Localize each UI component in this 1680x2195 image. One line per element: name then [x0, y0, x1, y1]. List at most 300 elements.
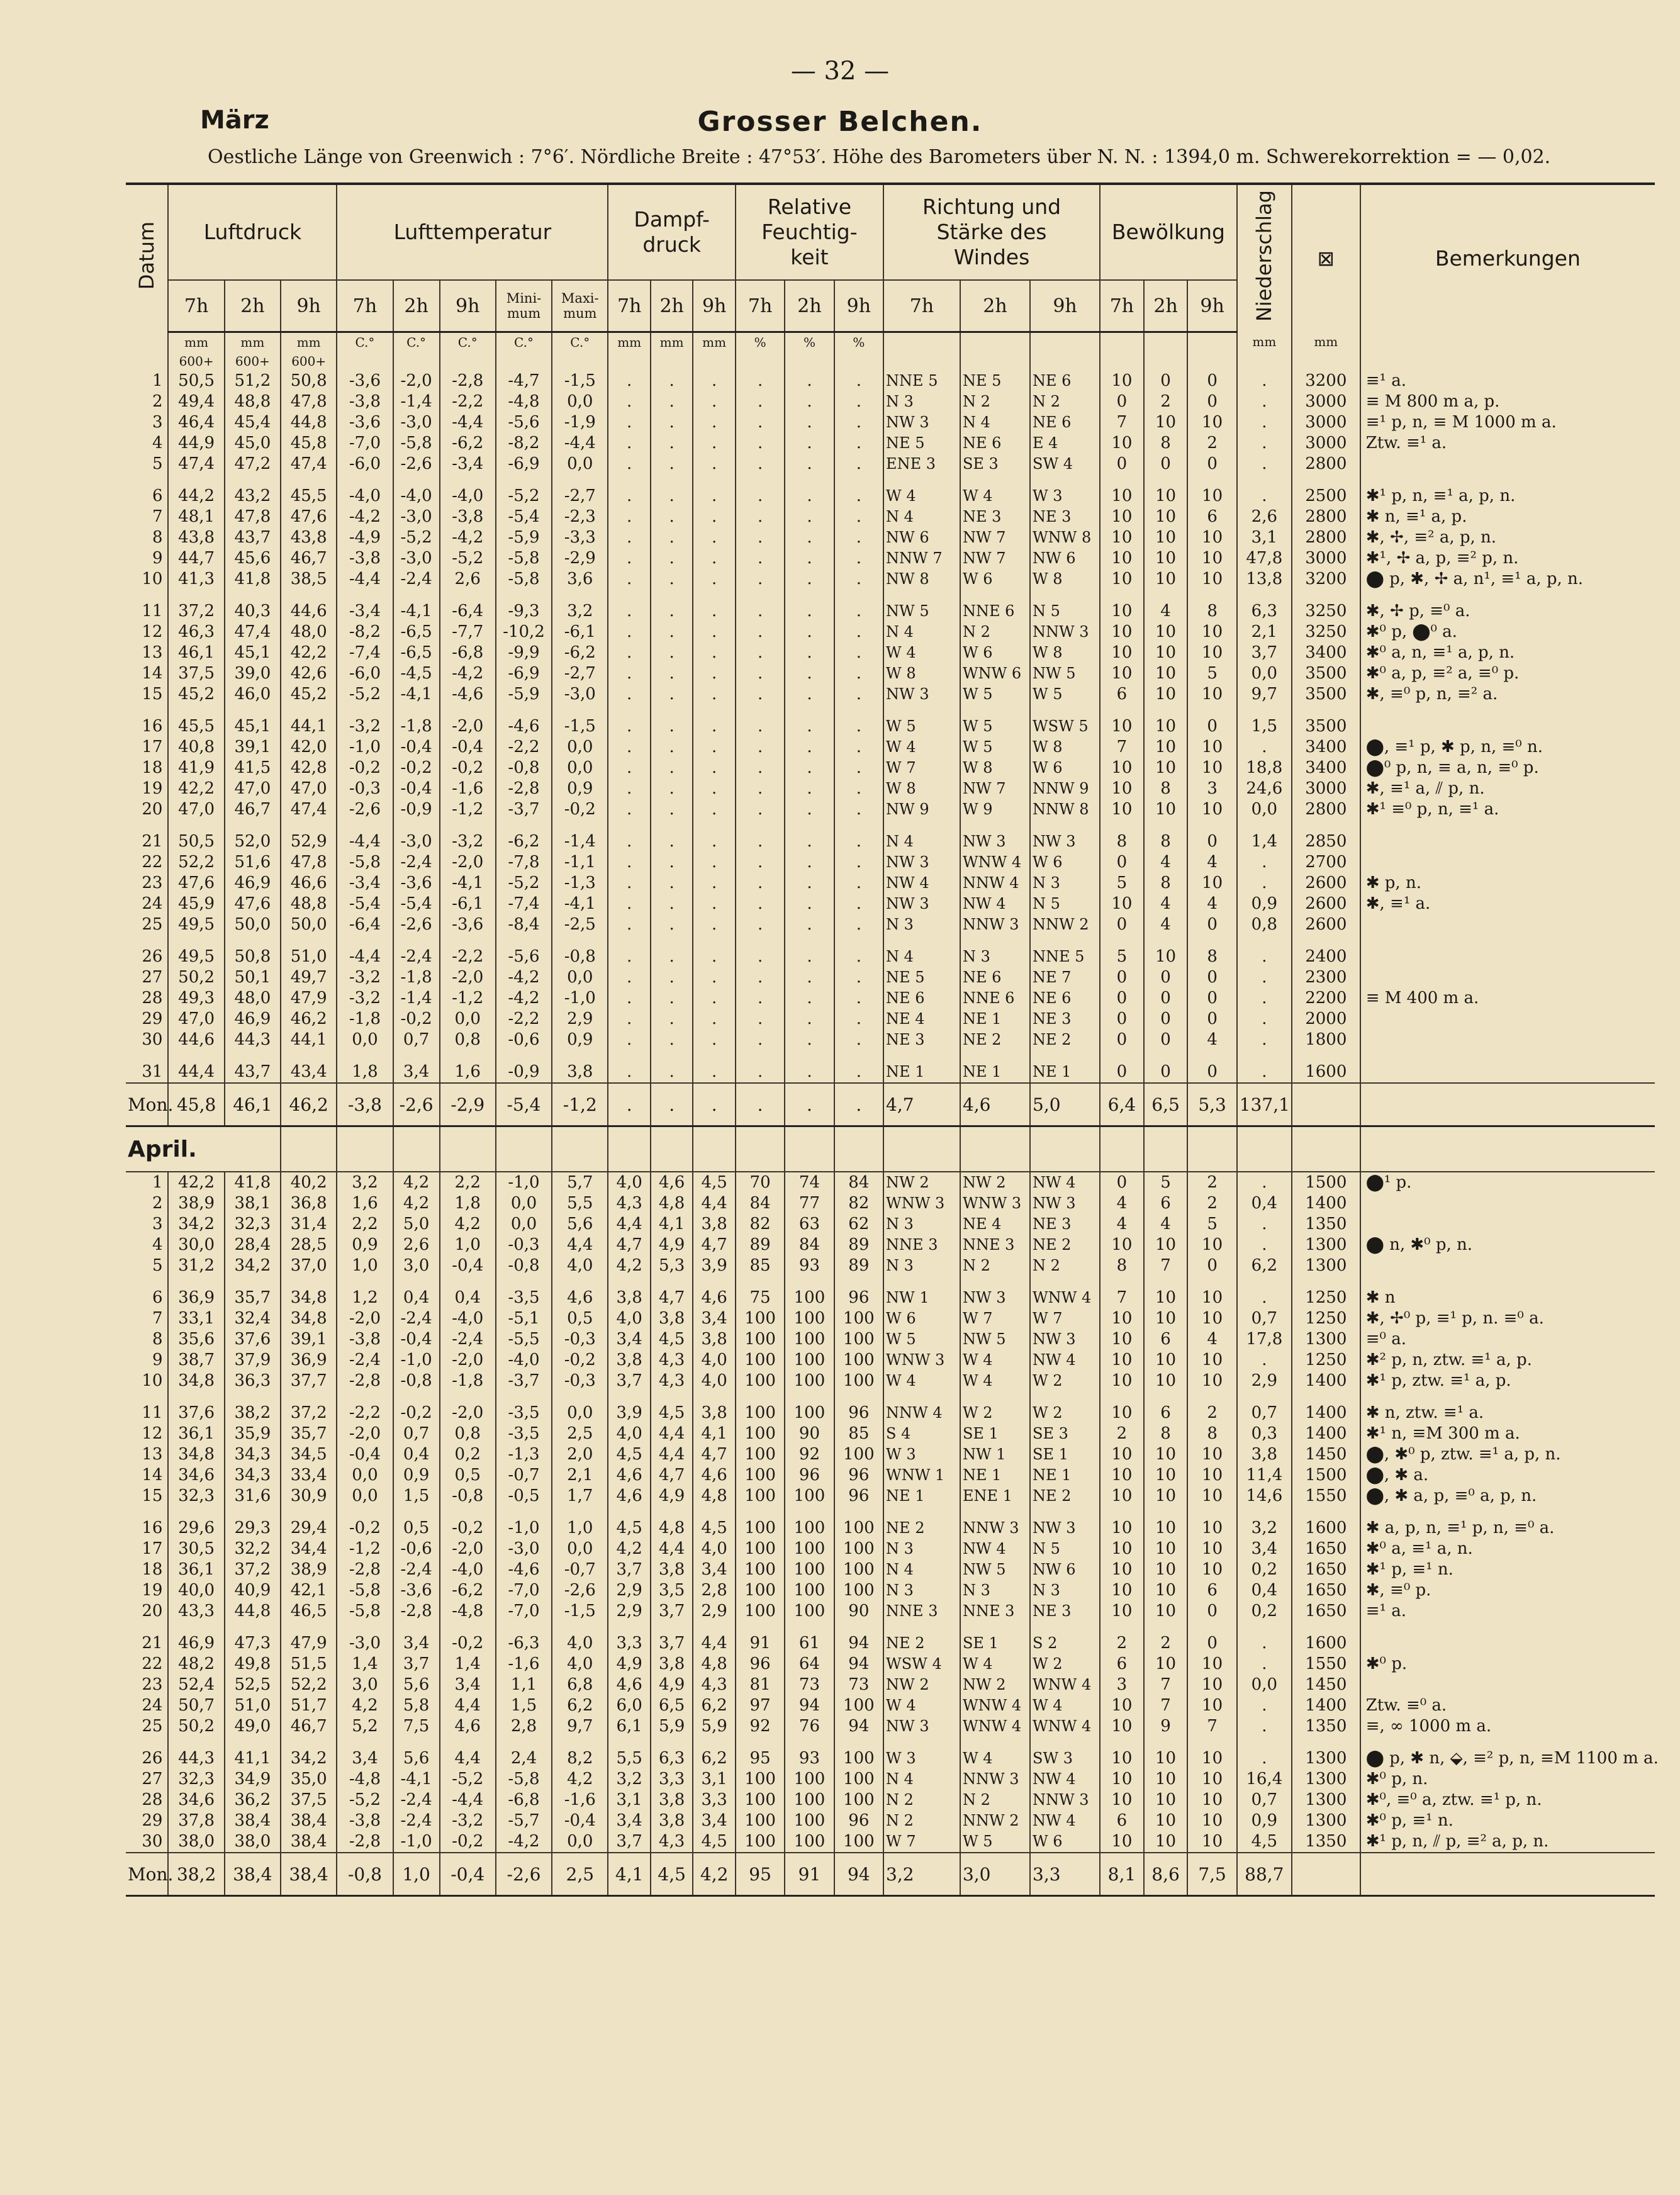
- table-cell: -0,2: [337, 1518, 393, 1539]
- table-cell: [552, 352, 608, 371]
- table-cell: 0,5: [552, 1308, 608, 1329]
- table-cell: 10: [1100, 433, 1144, 454]
- table-cell: [440, 474, 496, 486]
- table-cell: 48,8: [281, 894, 337, 914]
- table-cell: NNE 3: [883, 1601, 960, 1622]
- table-cell: 4: [1187, 1329, 1236, 1350]
- table-cell: 47,9: [281, 988, 337, 1009]
- table-cell: .: [1237, 1030, 1292, 1050]
- table-cell: NW 3: [960, 831, 1030, 852]
- table-cell: NW 3: [1030, 1518, 1100, 1539]
- table-cell: 19: [126, 1580, 168, 1601]
- table-cell: 3,7: [651, 1633, 693, 1654]
- table-cell: -4,0: [393, 486, 440, 507]
- table-cell: N 4: [883, 946, 960, 967]
- table-cell: -3,5: [496, 1423, 552, 1444]
- table-cell: W 4: [883, 1371, 960, 1391]
- table-cell: N 4: [883, 507, 960, 527]
- table-cell: .: [785, 371, 834, 391]
- table-cell: 37,5: [281, 1790, 337, 1810]
- table-cell: ✱⁰ p, ⬤⁰ a.: [1365, 622, 1457, 641]
- table-cell: 38,4: [281, 1810, 337, 1831]
- table-cell: 100: [785, 1559, 834, 1580]
- table-cell: [1360, 1214, 1655, 1235]
- table-cell: [393, 474, 440, 486]
- table-cell: 8: [1100, 1255, 1144, 1276]
- table-cell: -3,2: [440, 831, 496, 852]
- table-cell: 97: [736, 1695, 785, 1716]
- table-cell: .: [736, 486, 785, 507]
- table-cell: 8: [126, 1329, 168, 1350]
- table-cell: 96: [834, 1288, 883, 1308]
- table-cell: 3,4: [608, 1329, 650, 1350]
- table-cell: -2,2: [496, 1009, 552, 1030]
- table-cell: N 3: [960, 1580, 1030, 1601]
- table-cell: -7,7: [440, 622, 496, 643]
- table-cell: -5,4: [496, 507, 552, 527]
- table-cell: [281, 474, 337, 486]
- table-cell: -1,0: [496, 1518, 552, 1539]
- table-cell: 4,6: [960, 1083, 1030, 1126]
- table-cell: [281, 590, 337, 601]
- table-row: [126, 914, 1655, 935]
- table-cell: 7,5: [393, 1716, 440, 1737]
- table-cell: .: [834, 663, 883, 684]
- table-cell: -2,6: [393, 1083, 440, 1126]
- table-cell: .: [785, 601, 834, 622]
- table-cell: -2,4: [393, 1810, 440, 1831]
- table-cell: [883, 1622, 960, 1633]
- table-cell: 35,9: [225, 1423, 281, 1444]
- table-cell: 29,4: [281, 1518, 337, 1539]
- table-cell: WNW 3: [883, 1350, 960, 1371]
- table-cell: 25: [126, 914, 168, 935]
- table-cell: .: [608, 643, 650, 663]
- table-cell: .: [693, 412, 736, 433]
- table-cell: 1,5: [1237, 716, 1292, 737]
- table-cell: 89: [834, 1235, 883, 1255]
- table-cell: .: [736, 988, 785, 1009]
- table-cell: 22: [126, 1654, 168, 1675]
- table-cell: [608, 1126, 650, 1172]
- table-cell: 50,1: [225, 967, 281, 988]
- table-cell: 4,5: [651, 1329, 693, 1350]
- table-cell: W 8: [883, 663, 960, 684]
- table-cell: [785, 352, 834, 371]
- table-cell: -0,4: [440, 1255, 496, 1276]
- table-cell: 50,8: [281, 371, 337, 391]
- table-cell: NW 3: [883, 894, 960, 914]
- table-cell: -2,9: [440, 1083, 496, 1126]
- table-cell: 29,6: [168, 1518, 224, 1539]
- table-cell: NE 5: [883, 967, 960, 988]
- table-row: [126, 1235, 1655, 1255]
- table-cell: 4,9: [651, 1486, 693, 1507]
- table-cell: W 7: [883, 758, 960, 778]
- table-cell: 3,9: [693, 1255, 736, 1276]
- table-cell: [1360, 590, 1655, 601]
- table-cell: -2,0: [440, 967, 496, 988]
- header-2h: 2h: [785, 280, 834, 332]
- table-cell: 3500: [1292, 684, 1360, 705]
- table-cell: 50,0: [225, 914, 281, 935]
- table-cell: 7: [1144, 1675, 1188, 1695]
- table-cell: [1100, 820, 1144, 831]
- table-cell: 52,2: [168, 852, 224, 873]
- table-cell: 23: [126, 1675, 168, 1695]
- table-cell: 44,3: [225, 1030, 281, 1050]
- table-cell: 31: [126, 1062, 168, 1083]
- table-cell: 94: [834, 1654, 883, 1675]
- table-cell: -6,9: [496, 454, 552, 474]
- header-dampfdruck: Dampf-druck: [608, 184, 735, 280]
- station-coordinates: Oestliche Länge von Greenwich : 7°6′. Nördliche Breite : 47°53′. Höhe des Barometers über N. N. : 1394,0 m. Schwerekorrektion = — 0,02.: [208, 146, 1551, 168]
- table-cell: 100: [785, 1810, 834, 1831]
- table-cell: [225, 590, 281, 601]
- table-cell: [736, 590, 785, 601]
- header-bemerkungen: Bemerkungen: [1360, 184, 1655, 332]
- table-cell: [440, 1391, 496, 1403]
- table-cell: [1144, 1507, 1188, 1518]
- table-cell: 48,8: [225, 391, 281, 412]
- table-cell: 10: [1144, 548, 1188, 569]
- table-cell: -2,7: [552, 663, 608, 684]
- table-cell: [1292, 705, 1360, 716]
- table-cell: ✱⁰ p, ≡¹ n.: [1365, 1811, 1453, 1830]
- table-cell: [281, 1050, 337, 1062]
- table-cell: 10: [1100, 1769, 1144, 1790]
- table-cell: [496, 590, 552, 601]
- table-cell: -6,8: [496, 1790, 552, 1810]
- table-cell: -9,9: [496, 643, 552, 663]
- table-cell: 10: [1187, 758, 1236, 778]
- table-cell: .: [834, 1009, 883, 1030]
- table-cell: 85: [834, 1423, 883, 1444]
- table-cell: [960, 935, 1030, 946]
- table-cell: [693, 1276, 736, 1288]
- table-cell: 25: [126, 1716, 168, 1737]
- table-cell: -0,2: [552, 799, 608, 820]
- table-cell: .: [785, 967, 834, 988]
- table-cell: [1144, 352, 1188, 371]
- table-cell: NW 3: [1030, 1193, 1100, 1214]
- table-cell: 100: [785, 1831, 834, 1853]
- table-cell: NE 2: [1030, 1030, 1100, 1050]
- table-cell: 0,7: [1237, 1403, 1292, 1423]
- table-cell: .: [834, 433, 883, 454]
- table-cell: .: [693, 946, 736, 967]
- table-cell: C.°: [440, 332, 496, 352]
- station-title: Grosser Belchen.: [697, 106, 983, 138]
- table-cell: 45,5: [281, 486, 337, 507]
- table-cell: 100: [736, 1790, 785, 1810]
- table-cell: 100: [834, 1329, 883, 1350]
- table-cell: 4,0: [693, 1539, 736, 1559]
- table-cell: -2,8: [337, 1371, 393, 1391]
- table-cell: [736, 820, 785, 831]
- table-cell: 12: [126, 622, 168, 643]
- table-cell: 29: [126, 1009, 168, 1030]
- table-cell: ≡¹ p, n, ≡ M 1000 m a.: [1365, 413, 1557, 432]
- table-cell: [785, 1050, 834, 1062]
- table-cell: 2200: [1292, 988, 1360, 1009]
- table-cell: WNW 3: [883, 1193, 960, 1214]
- table-cell: .: [693, 684, 736, 705]
- table-cell: 45,0: [225, 433, 281, 454]
- table-cell: [834, 474, 883, 486]
- table-cell: 1650: [1292, 1580, 1360, 1601]
- table-cell: [651, 474, 693, 486]
- table-cell: SE 1: [1030, 1444, 1100, 1465]
- table-cell: W 2: [1030, 1654, 1100, 1675]
- table-cell: 17: [126, 1539, 168, 1559]
- table-cell: 8,2: [552, 1748, 608, 1769]
- table-cell: 2: [1187, 1172, 1236, 1193]
- april-heading-row: [126, 1126, 1655, 1172]
- table-cell: WSW 4: [883, 1654, 960, 1675]
- table-cell: 6,2: [552, 1695, 608, 1716]
- table-cell: .: [608, 548, 650, 569]
- table-cell: [1360, 946, 1655, 967]
- table-cell: -0,9: [496, 1062, 552, 1083]
- table-row: [126, 1769, 1655, 1790]
- table-cell: .: [785, 622, 834, 643]
- table-cell: 32,3: [168, 1486, 224, 1507]
- table-cell: 3400: [1292, 758, 1360, 778]
- table-cell: -4,9: [337, 527, 393, 548]
- table-cell: .: [651, 433, 693, 454]
- table-cell: .: [693, 371, 736, 391]
- table-cell: 4,4: [440, 1748, 496, 1769]
- table-cell: 46,2: [281, 1009, 337, 1030]
- table-cell: -5,6: [496, 412, 552, 433]
- table-cell: [960, 332, 1030, 352]
- table-cell: 38,4: [281, 1831, 337, 1853]
- table-cell: 49,5: [168, 914, 224, 935]
- table-cell: 3,4: [608, 1810, 650, 1831]
- table-cell: 10: [1100, 1329, 1144, 1350]
- table-cell: 28: [126, 1790, 168, 1810]
- table-cell: 0: [1144, 454, 1188, 474]
- table-cell: 45,2: [281, 684, 337, 705]
- table-cell: 41,1: [225, 1748, 281, 1769]
- table-cell: -3,8: [337, 1810, 393, 1831]
- table-cell: ✱ n, ≡¹ a, p.: [1365, 507, 1467, 526]
- table-cell: 2: [1187, 433, 1236, 454]
- table-row: [126, 758, 1655, 778]
- table-cell: 0,7: [1237, 1308, 1292, 1329]
- weather-table: [126, 182, 1659, 1897]
- table-cell: 0: [1187, 716, 1236, 737]
- table-cell: [1030, 1391, 1100, 1403]
- table-cell: 62: [834, 1214, 883, 1235]
- table-cell: 3500: [1292, 716, 1360, 737]
- table-cell: .: [608, 601, 650, 622]
- table-cell: NNW 8: [1030, 799, 1100, 820]
- table-cell: 5,9: [651, 1716, 693, 1737]
- table-cell: S 2: [1030, 1633, 1100, 1654]
- table-cell: 4,3: [651, 1371, 693, 1391]
- table-cell: .: [834, 758, 883, 778]
- table-cell: -3,7: [496, 1371, 552, 1391]
- table-cell: -3,0: [393, 831, 440, 852]
- table-cell: 10: [1144, 716, 1188, 737]
- table-cell: 36,9: [168, 1288, 224, 1308]
- table-cell: 2,8: [496, 1716, 552, 1737]
- table-cell: W 5: [960, 1831, 1030, 1853]
- table-cell: [883, 1737, 960, 1748]
- table-cell: [1030, 705, 1100, 716]
- table-cell: NW 4: [1030, 1810, 1100, 1831]
- table-cell: 51,0: [281, 946, 337, 967]
- table-cell: 100: [834, 1790, 883, 1810]
- row-spacer: [126, 1737, 1655, 1748]
- table-cell: 49,3: [168, 988, 224, 1009]
- table-cell: [1292, 1622, 1360, 1633]
- table-cell: .: [834, 967, 883, 988]
- table-cell: 10: [1100, 1539, 1144, 1559]
- table-cell: 19: [126, 778, 168, 799]
- table-cell: [1360, 1009, 1655, 1030]
- table-cell: 6: [1187, 507, 1236, 527]
- table-cell: 96: [834, 1486, 883, 1507]
- table-cell: [1360, 967, 1655, 988]
- table-cell: [168, 1391, 224, 1403]
- table-cell: [440, 935, 496, 946]
- table-row: [126, 1403, 1655, 1423]
- table-cell: -4,4: [337, 946, 393, 967]
- table-cell: N 3: [960, 946, 1030, 967]
- table-cell: -3,6: [393, 1580, 440, 1601]
- table-cell: .: [651, 454, 693, 474]
- table-cell: 2600: [1292, 873, 1360, 894]
- table-cell: NNW 2: [960, 1810, 1030, 1831]
- table-cell: 8: [1144, 831, 1188, 852]
- table-cell: .: [736, 799, 785, 820]
- table-cell: 10: [1187, 569, 1236, 590]
- table-cell: 10: [1144, 622, 1188, 643]
- table-cell: 47,4: [168, 454, 224, 474]
- table-cell: -0,2: [393, 1403, 440, 1423]
- table-cell: 3000: [1292, 391, 1360, 412]
- table-cell: .: [736, 1030, 785, 1050]
- table-cell: -0,2: [552, 1350, 608, 1371]
- table-row: [126, 1083, 1655, 1126]
- table-cell: 88,7: [1237, 1853, 1292, 1896]
- table-cell: -1,8: [393, 967, 440, 988]
- table-cell: W 7: [1030, 1308, 1100, 1329]
- table-cell: 0: [1187, 831, 1236, 852]
- table-cell: NE 6: [883, 988, 960, 1009]
- table-cell: -5,2: [496, 486, 552, 507]
- table-cell: 76: [785, 1716, 834, 1737]
- table-cell: .: [608, 988, 650, 1009]
- table-cell: 2: [126, 391, 168, 412]
- table-cell: 1,5: [496, 1695, 552, 1716]
- table-row: [126, 1539, 1655, 1559]
- table-cell: 100: [736, 1518, 785, 1539]
- table-cell: [736, 1126, 785, 1172]
- table-cell: .: [785, 486, 834, 507]
- table-cell: [1237, 820, 1292, 831]
- table-cell: [225, 1507, 281, 1518]
- table-cell: 28: [126, 988, 168, 1009]
- table-cell: [1030, 1622, 1100, 1633]
- table-cell: -1,0: [337, 737, 393, 758]
- table-cell: 84: [834, 1172, 883, 1193]
- table-cell: 1450: [1292, 1675, 1360, 1695]
- table-cell: 6,5: [651, 1695, 693, 1716]
- table-cell: 10: [1187, 643, 1236, 663]
- table-cell: [1187, 935, 1236, 946]
- table-cell: 47,4: [281, 454, 337, 474]
- table-cell: [693, 705, 736, 716]
- table-cell: 33,4: [281, 1465, 337, 1486]
- table-cell: 92: [785, 1444, 834, 1465]
- table-cell: 0: [1100, 1062, 1144, 1083]
- table-cell: .: [785, 569, 834, 590]
- table-cell: 2800: [1292, 454, 1360, 474]
- table-cell: 46,6: [281, 873, 337, 894]
- table-cell: .: [736, 737, 785, 758]
- table-cell: NNE 3: [883, 1235, 960, 1255]
- table-cell: 10: [1100, 894, 1144, 914]
- table-cell: 2000: [1292, 1009, 1360, 1030]
- table-cell: [552, 1126, 608, 1172]
- table-cell: 2800: [1292, 799, 1360, 820]
- header-maximum: Maxi-mum: [552, 280, 608, 332]
- table-cell: -4,6: [496, 1559, 552, 1580]
- snow-depth-icon: ⊠: [1292, 184, 1360, 332]
- table-cell: -2,0: [393, 371, 440, 391]
- table-cell: .: [651, 684, 693, 705]
- table-cell: 36,3: [225, 1371, 281, 1391]
- table-cell: 42,2: [168, 1172, 224, 1193]
- table-cell: [1360, 1050, 1655, 1062]
- table-cell: -5,2: [496, 873, 552, 894]
- table-cell: -3,6: [393, 873, 440, 894]
- table-cell: -2,0: [440, 1403, 496, 1423]
- table-cell: [393, 705, 440, 716]
- table-cell: .: [608, 967, 650, 988]
- table-cell: -6,4: [440, 601, 496, 622]
- table-cell: [552, 1391, 608, 1403]
- table-cell: 10: [1100, 507, 1144, 527]
- table-cell: 17,8: [1237, 1329, 1292, 1350]
- table-cell: 42,6: [281, 663, 337, 684]
- table-cell: 10: [1187, 1518, 1236, 1539]
- table-cell: [168, 1737, 224, 1748]
- table-cell: 43,7: [225, 527, 281, 548]
- table-cell: 10: [1100, 1486, 1144, 1507]
- table-cell: [1100, 474, 1144, 486]
- table-cell: .: [736, 894, 785, 914]
- table-cell: -4,0: [440, 1559, 496, 1580]
- table-cell: ✱, ≡¹ a.: [1365, 894, 1431, 913]
- table-cell: -5,4: [496, 1083, 552, 1126]
- table-cell: .: [785, 1062, 834, 1083]
- table-cell: 34,6: [168, 1465, 224, 1486]
- table-cell: 0,0: [337, 1465, 393, 1486]
- table-cell: -5,4: [337, 894, 393, 914]
- table-cell: -0,8: [440, 1486, 496, 1507]
- table-cell: 10: [1144, 1748, 1188, 1769]
- table-cell: -0,4: [337, 1444, 393, 1465]
- table-cell: 5,6: [552, 1214, 608, 1235]
- table-cell: 50,2: [168, 967, 224, 988]
- table-cell: 6,3: [651, 1748, 693, 1769]
- table-cell: 3250: [1292, 601, 1360, 622]
